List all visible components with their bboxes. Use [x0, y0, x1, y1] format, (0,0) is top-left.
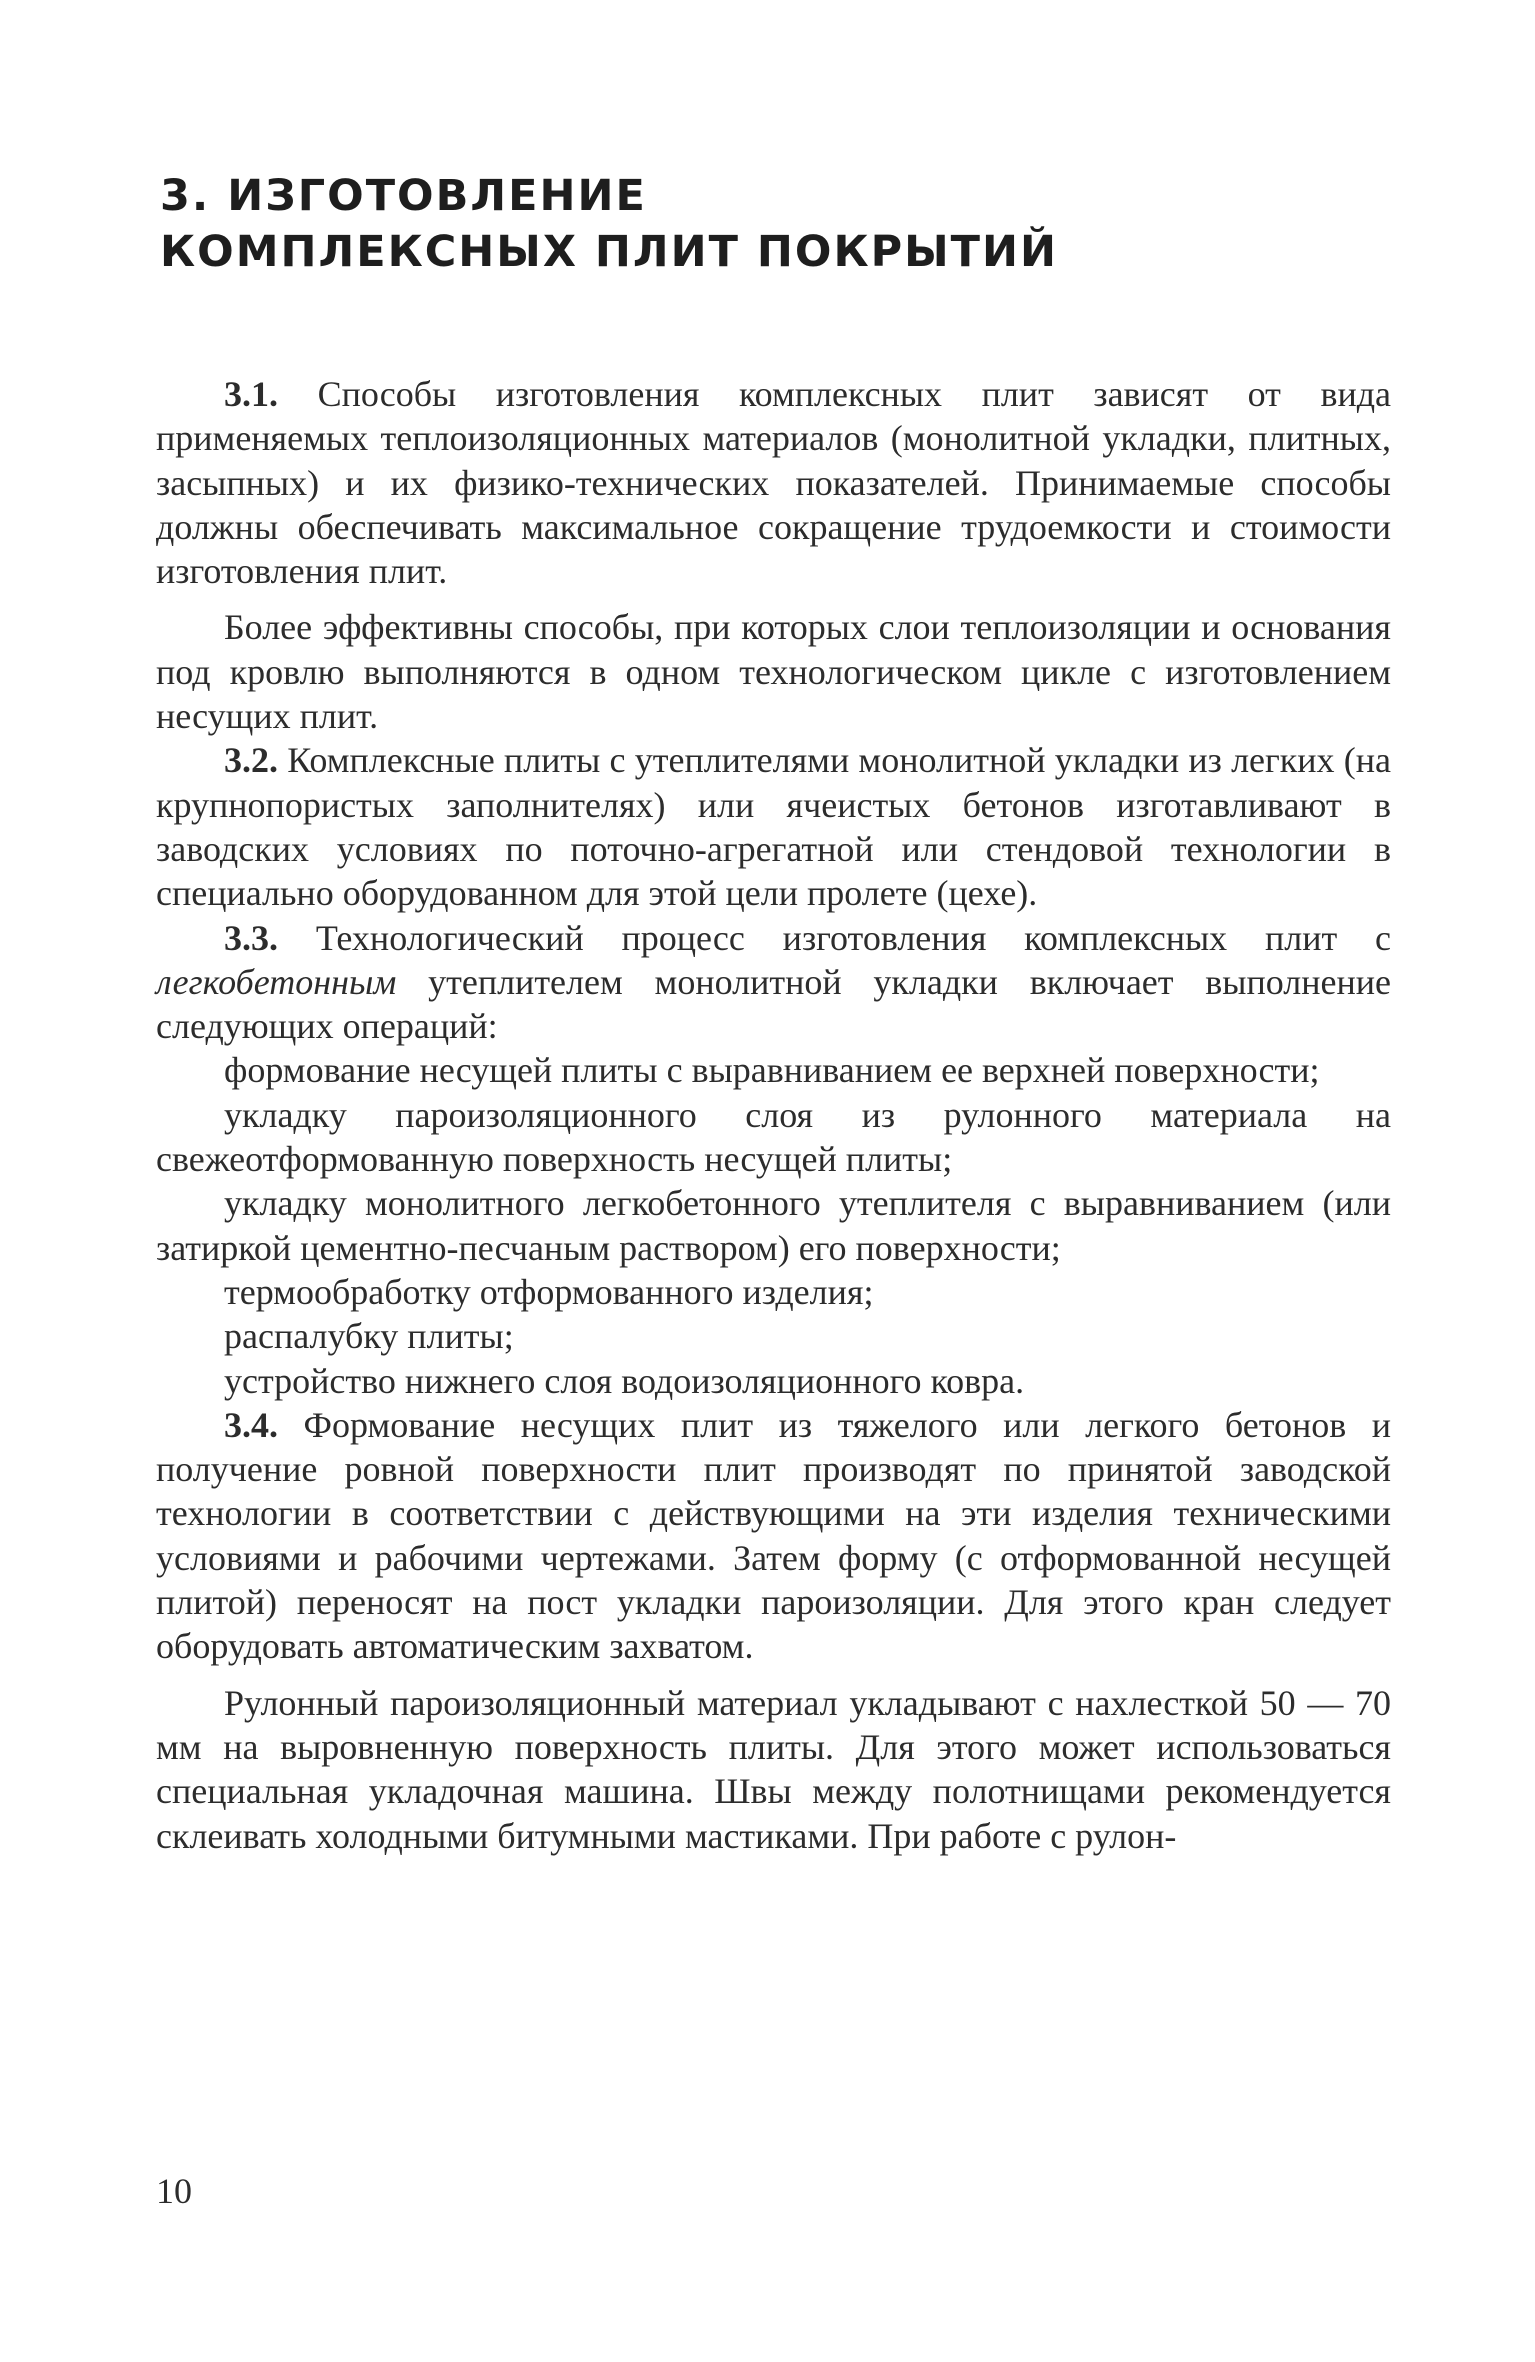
paragraph-3-1-cont: [156, 605, 1391, 738]
section-heading: [160, 168, 1058, 280]
paragraph-text: Способы изготовления комплексных плит зависят от вида применяемых теплоизоляционных материалов (монолитной укладки, плитных, засыпных) и их физико-технических показателей. Принимаемые способы должны обеспечивать максимальное сокращение трудоемкости и стоимости изготовления плит.: [156, 374, 1392, 592]
operation-text: укладку монолитного легкобетонного утеплителя с выравниванием (или затиркой цементно-песчаным раствором) его поверхности;: [156, 1183, 1391, 1268]
paragraph-text: Формование несущих плит из тяжелого или легкого бетонов и получение ровной поверхности плит производят по принятой заводской технологии в соответствии с действующими на эти изделия техническими условиями и рабочими чертежами. Затем форму (с отформованной несущей плитой) переносят на пост укладки пароизоляции. Для этого кран следует оборудовать автоматическим захватом.: [156, 1404, 1392, 1667]
paragraph-text: Рулонный пароизоляционный материал укладывают с нахлесткой 50 — 70 мм на выровненную поверхность плиты. Для этого может использоваться специальная укладочная машина. Швы между полотнищами рекомендуется склеивать холодными битумными мастиками. При работе с рулон-: [156, 1682, 1391, 1856]
paragraph-3-4: [156, 1403, 1391, 1669]
operation-text: укладку пароизоляционного слоя из рулонного материала на свежеотформованную поверхность несущей плиты;: [156, 1094, 1391, 1180]
paragraph-text: Более эффективны способы, при которых слои теплоизоляции и основания под кровлю выполняются в одном технологическом цикле с изготовлением несущих плит.: [156, 607, 1391, 737]
section-heading-line-2: КОМПЛЕКСНЫХ ПЛИТ ПОКРЫТИЙ: [160, 227, 1058, 277]
paragraph-3-3: [156, 916, 1391, 1049]
clause-number: 3.4.: [224, 1404, 278, 1445]
clause-number: 3.1.: [224, 374, 278, 414]
clause-number: 3.2.: [224, 740, 278, 781]
section-heading-line-1: 3. ИЗГОТОВЛЕНИЕ: [160, 171, 647, 221]
operation-text: формование несущей плиты с выравниванием ее верхней поверхности;: [224, 1050, 1320, 1091]
paragraph-text: Комплексные плиты с утеплителями монолитной укладки из легких (на крупнопористых заполнителях) или ячеистых бетонов изготавливают в заводских условиях по поточно-агрегатной или стендовой технологии в специально оборудованном для этой цели пролете (цехе).: [156, 740, 1391, 914]
operation-item: [156, 1359, 1391, 1403]
operation-text: термообработку отформованного изделия;: [224, 1271, 874, 1312]
operation-item: [156, 1093, 1391, 1182]
clause-number: 3.3.: [224, 917, 278, 958]
operation-text: распалубку плиты;: [224, 1316, 514, 1357]
operation-item: [156, 1048, 1391, 1092]
emphasized-term: легкобетонным: [156, 961, 397, 1002]
operation-text: устройство нижнего слоя водоизоляционного ковра.: [224, 1360, 1025, 1401]
paragraph-3-4-cont: [156, 1681, 1391, 1858]
operation-item: [156, 1314, 1391, 1358]
paragraph-text: утеплителем монолитной укладки включает выполнение следующих операций:: [156, 961, 1392, 1047]
body-text: [156, 372, 1391, 1858]
operation-item: [156, 1270, 1391, 1314]
paragraph-text: Технологический процесс изготовления комплексных плит с: [315, 917, 1391, 958]
paragraph-3-1: [156, 372, 1391, 593]
operation-item: [156, 1181, 1391, 1270]
paragraph-3-2: [156, 738, 1391, 915]
page-number: 10: [156, 2171, 192, 2211]
